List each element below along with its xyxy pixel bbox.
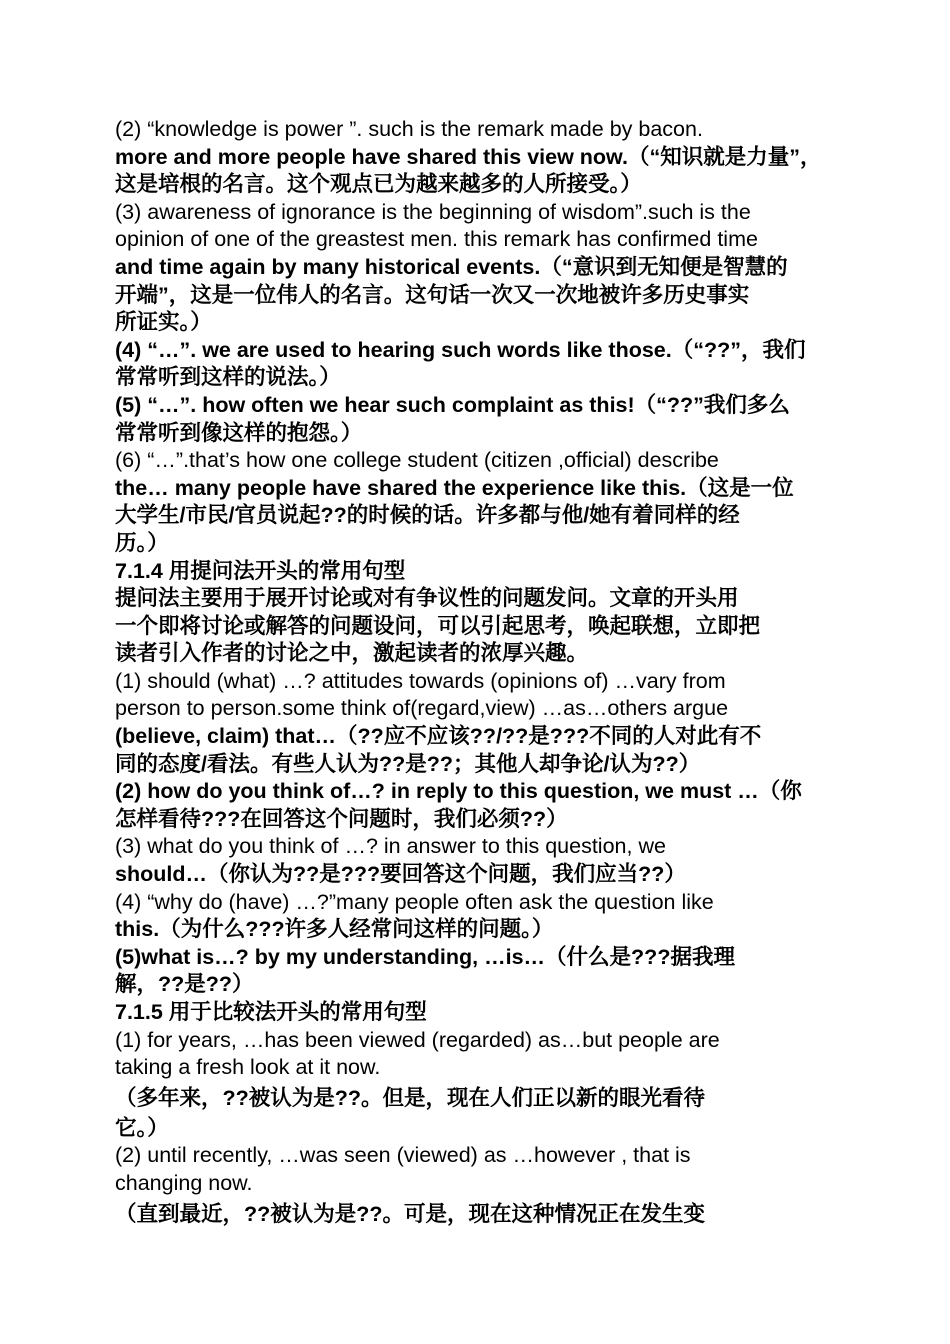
text-line: (1) for years, …has been viewed (regarded) as…but people are [115, 1027, 720, 1052]
text-line: 开端”，这是一位伟人的名言。这句话一次又一次地被许多历史事实 [115, 282, 750, 307]
text-line: more and more people have shared this view now.（“知识就是力量”， [115, 144, 822, 169]
text-line: and time again by many historical events.（“意识到无知便是智慧的 [115, 254, 788, 279]
text-line: the… many people have shared the experience like this.（这是一位 [115, 475, 794, 500]
text-line: (4) “why do (have) …?”many people often ask the question like [115, 889, 714, 914]
text-line: (5) “…”. how often we hear such complaint as this!（“??”我们多么 [115, 392, 790, 417]
text-line: 解，??是??） [115, 972, 254, 997]
text-line: opinion of one of the greastest men. this remark has confirmed time [115, 227, 758, 252]
text-line: 大学生/市民/官员说起??的时候的话。许多都与他/她有着同样的经 [115, 503, 740, 528]
text-line: 所证实。） [115, 310, 212, 335]
text-line: (2) until recently, …was seen (viewed) as …however , that is [115, 1143, 691, 1168]
text-line: 它。） [115, 1115, 169, 1140]
text-line: should…（你认为??是???要回答这个问题，我们应当??） [115, 862, 686, 887]
text-line: (3) what do you think of …? in answer to this question, we [115, 834, 666, 859]
text-line: 这是培根的名言。这个观点已为越来越多的人所接受。） [115, 172, 642, 197]
text-line: 提问法主要用于展开讨论或对有争议性的问题发问。文章的开头用 [115, 586, 739, 611]
text-line: 怎样看待???在回答这个问题时，我们必须??） [115, 806, 568, 831]
text-line: （多年来，??被认为是??。但是，现在人们正以新的眼光看待 [115, 1085, 706, 1110]
text-line: 常常听到这样的说法。） [115, 365, 341, 390]
text-line: this.（为什么???许多人经常问这样的问题。） [115, 917, 554, 942]
text-line: (4) “…”. we are used to hearing such words like those.（“??”，我们 [115, 337, 806, 362]
text-line: （直到最近，??被认为是??。可是，现在这种情况正在发生变 [115, 1201, 706, 1226]
text-line: 读者引入作者的讨论之中，激起读者的浓厚兴趣。 [115, 641, 589, 666]
text-line: taking a fresh look at it now. [115, 1055, 381, 1080]
text-line: (3) awareness of ignorance is the beginning of wisdom”.such is the [115, 199, 751, 224]
text-line: 常常听到像这样的抱怨。） [115, 420, 363, 445]
text-line: (2) “knowledge is power ”. such is the remark made by bacon. [115, 117, 703, 141]
text-line: (1) should (what) …? attitudes towards (opinions of) …vary from [115, 668, 726, 693]
section-heading-7-1-5: 7.1.5 用于比较法开头的常用句型 [115, 1000, 427, 1024]
text-line: (believe, claim) that…（??应不应该??/??是???不同的人对此有不 [115, 724, 762, 749]
text-line: 一个即将讨论或解答的问题设问，可以引起思考，唤起联想，立即把 [115, 613, 761, 638]
text-line: 同的态度/看法。有些人认为??是??；其他人却争论/认为??） [115, 751, 701, 776]
section-heading-7-1-4: 7.1.4 用提问法开头的常用句型 [115, 558, 406, 583]
text-line: (6) “…”.that’s how one college student (citizen ,official) describe [115, 448, 719, 473]
text-line: person to person.some think of(regard,view) …as…others argue [115, 696, 729, 721]
text-line: (2) how do you think of…? in reply to this question, we must …（你 [115, 779, 802, 804]
text-line: 历。） [115, 530, 169, 555]
text-line: changing now. [115, 1170, 253, 1195]
text-line: (5)what is…? by my understanding, …is…（什么是???据我理 [115, 944, 735, 969]
